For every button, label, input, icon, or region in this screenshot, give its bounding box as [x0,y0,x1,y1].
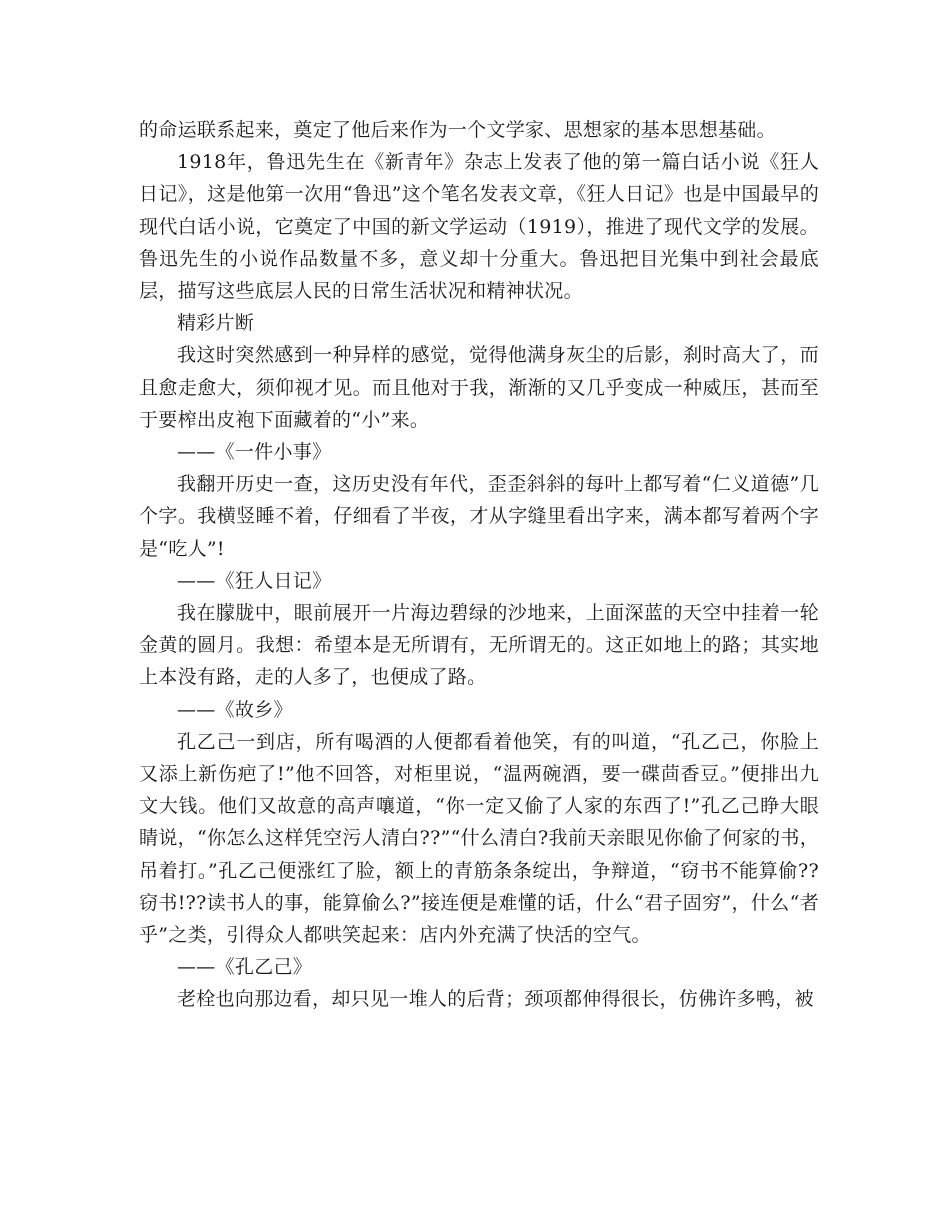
section-heading-excerpts: 精彩片断 [177,312,255,335]
excerpt-kuangren-riji: 我翻开历史一查，这历史没有年代，歪歪斜斜的每叶上都写着“仁义道德”几个字。我横竖睡不着，仔细看了半夜，才从字缝里看出字来，满本都写着两个字是“吃人”! [139,473,819,560]
excerpt-guxiang: 我在朦胧中，眼前展开一片海边碧绿的沙地来，上面深蓝的天空中挂着一轮金黄的圆月。我想：希望本是无所谓有，无所谓无的。这正如地上的路；其实地上本没有路，走的人多了，也便成了路。 [139,602,819,689]
excerpt-source-yijian-xiaoshi: ——《一件小事》 [177,441,332,464]
paragraph-intro-continuation: 的命运联系起来，奠定了他后来作为一个文学家、思想家的基本思想基础。 [139,119,776,141]
excerpt-kong-yiji: 孔乙己一到店，所有喝酒的人便都看着他笑，有的叫道，“孔乙己，你脸上又添上新伤疤了!”他不回答，对柜里说，“温两碗酒，要一碟茴香豆。”便排出九文大钱。他们又故意的高声嚷道，“你一定又偷了人家的东西了!”孔乙己睁大眼睛说，“你怎么这样凭空污人清白??”“什么清白?我前天亲眼见你偷了何家的书，吊着打。”孔乙己便涨红了脸，额上的青筋条条绽出，争辩道，“窃书不能算偷??窃书!??读书人的事，能算偷么?”接连便是难懂的话，什么“君子固穷”，什么“者乎”之类，引得众人都哄笑起来：店内外充满了快活的空气。 [139,730,819,947]
excerpt-yijian-xiaoshi: 我这时突然感到一种异样的感觉，觉得他满身灰尘的后影，刹时高大了，而且愈走愈大，须仰视才见。而且他对于我，渐渐的又几乎变成一种威压，甚而至于要榨出皮袍下面藏着的“小”来。 [139,344,819,431]
excerpt-yao-start: 老栓也向那边看，却只见一堆人的后背；颈项都伸得很长，仿佛许多鸭，被 [177,988,814,1011]
excerpt-source-kong-yiji: ——《孔乙己》 [177,956,313,979]
paragraph-kuangren-riji-history: 1918年，鲁迅先生在《新青年》杂志上发表了他的第一篇白话小说《狂人日记》，这是他第一次用“鲁迅”这个笔名发表文章，《狂人日记》也是中国最早的现代白话小说，它奠定了中国的新文学运动（1919），推进了现代文学的发展。鲁迅先生的小说作品数量不多，意义却十分重大。鲁迅把目光集中到社会最底层，描写这些底层人民的日常生活状况和精神状况。 [139,151,819,303]
excerpt-source-guxiang: ——《故乡》 [177,698,293,721]
excerpt-source-kuangren-riji: ——《狂人日记》 [177,569,332,592]
document-body [139,114,819,1016]
